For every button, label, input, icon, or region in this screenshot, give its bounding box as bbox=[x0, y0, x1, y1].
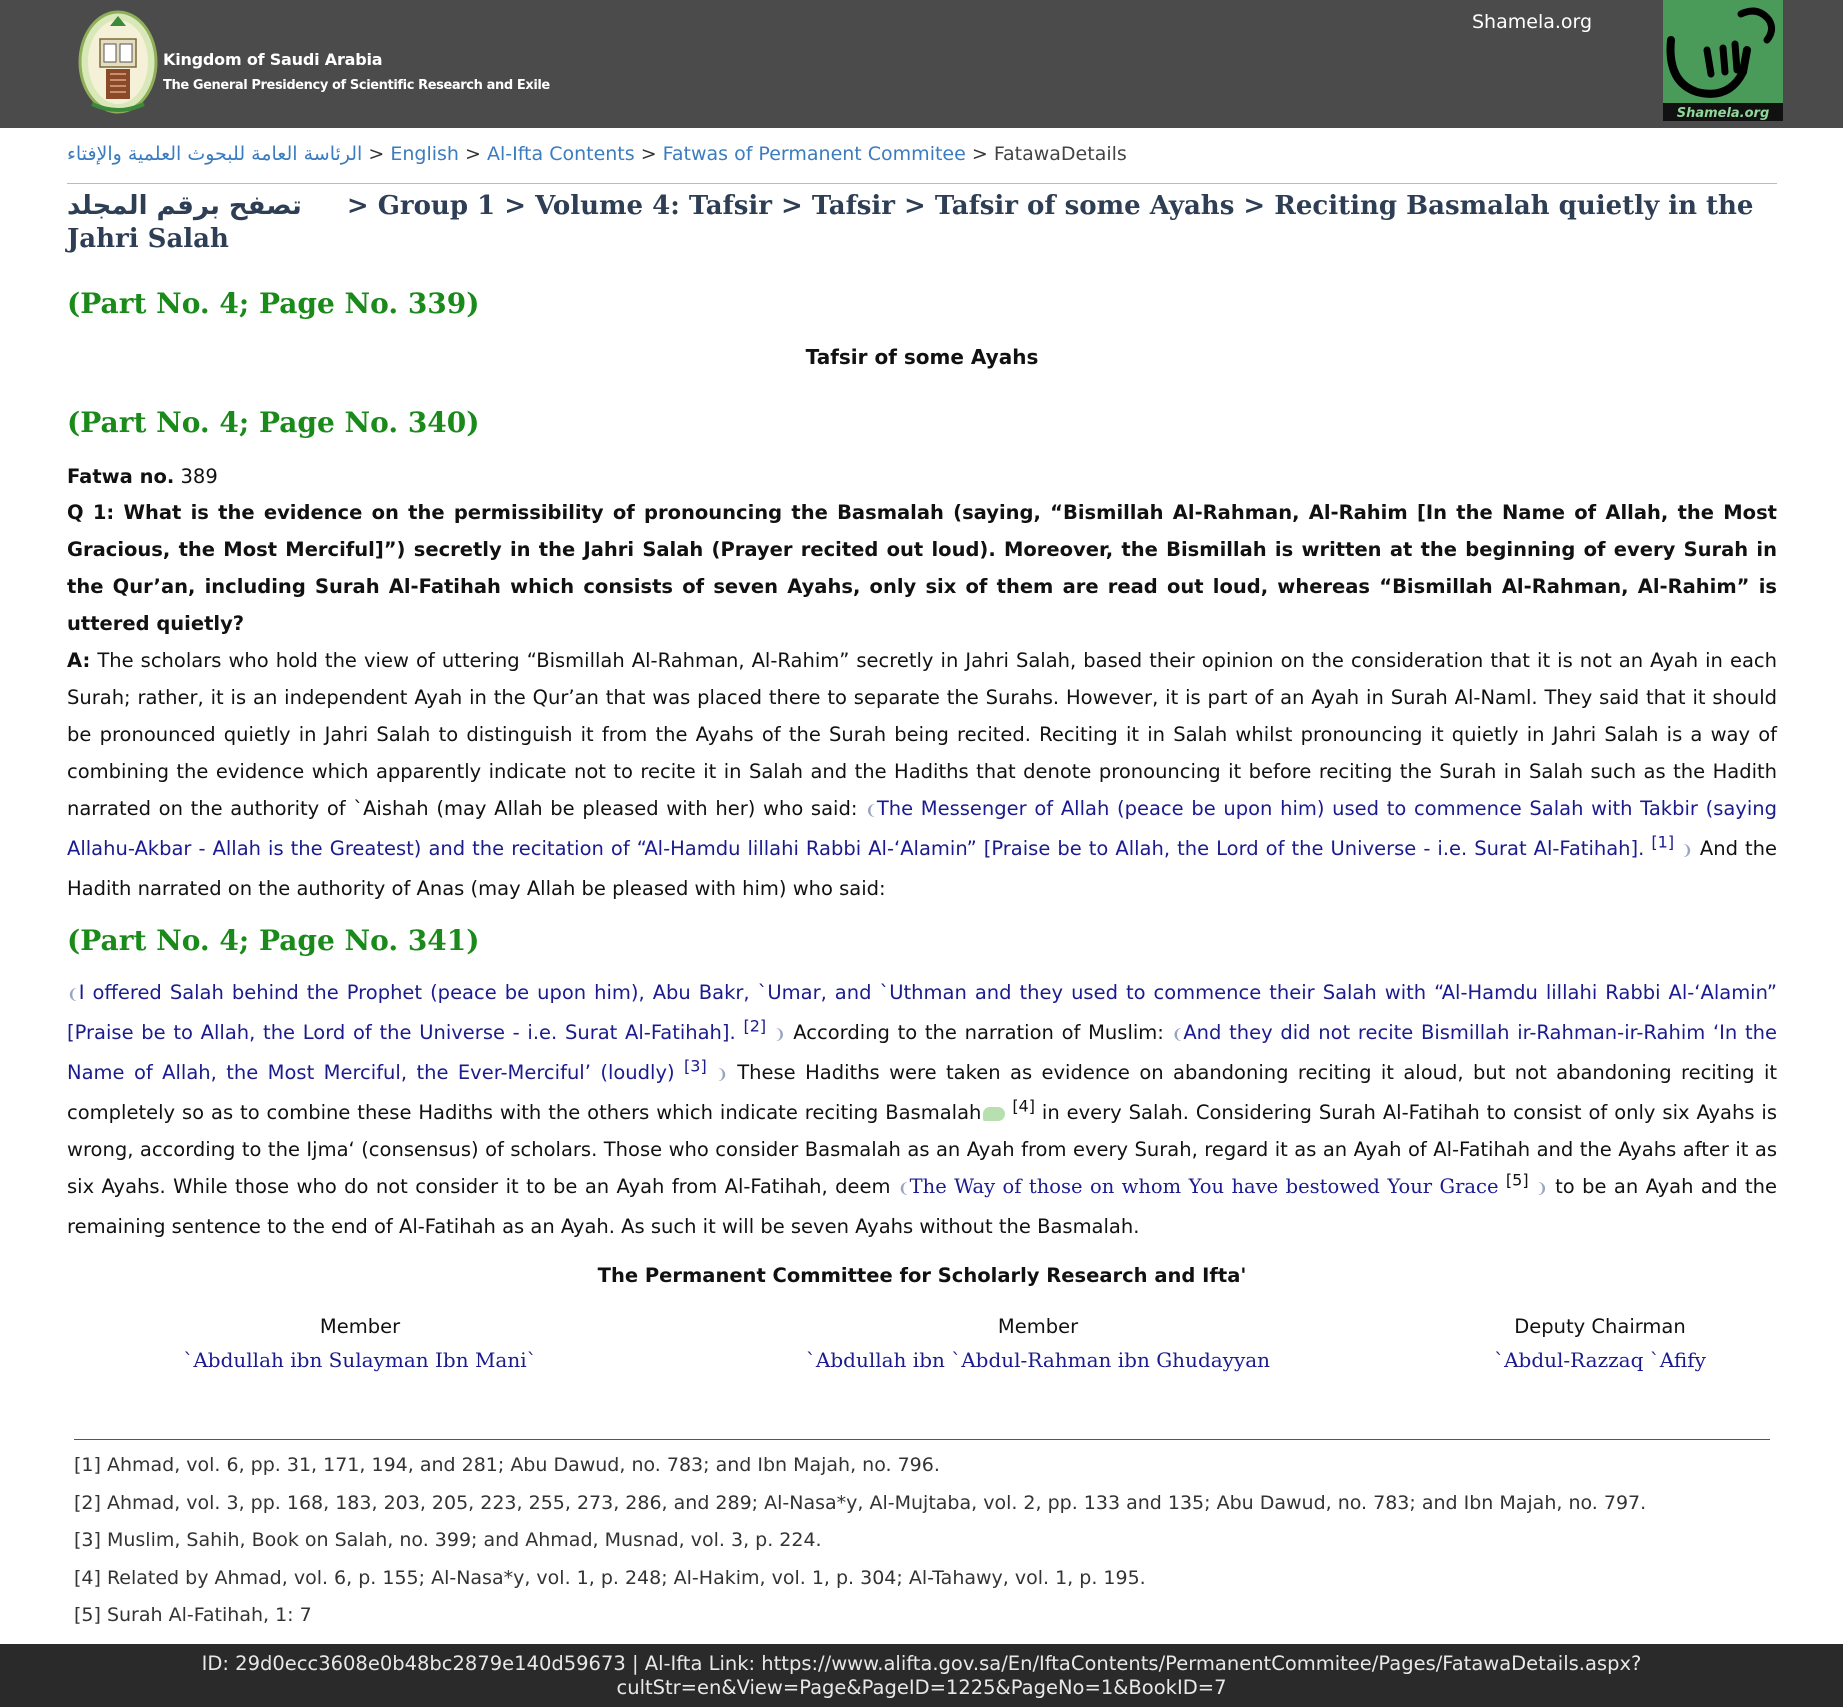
footnotes-divider bbox=[74, 1439, 1770, 1440]
path-separator: > bbox=[1243, 191, 1266, 221]
fatwa-label: Fatwa no. bbox=[67, 465, 175, 488]
footnote-ref-5[interactable]: [5] bbox=[1505, 1170, 1529, 1190]
shamela-logo[interactable] bbox=[1663, 0, 1783, 121]
quran-close-bracket-icon: ❩ bbox=[1536, 1181, 1548, 1197]
breadcrumb-item-english[interactable]: English bbox=[390, 143, 459, 165]
path-volume[interactable]: Volume 4: Tafsir bbox=[535, 191, 772, 221]
member-name-link[interactable]: `Abdul-Razzaq `Afify bbox=[1494, 1348, 1706, 1372]
member-signature-1 bbox=[60, 1315, 660, 1372]
answer-text-4: in every Salah. Considering Surah Al-Fatihah to consist of only six Ayahs is wrong, according to the Ijma‘ (consensus) of scholars. Those who consider Basmalah as an Ayah from every Surah, regard it as an Ayah of Al-Fatihah and the Ayahs after it as six Ayahs. While those who do not consider it to be an Ayah from Al-Fatihah, deem bbox=[67, 1101, 1777, 1198]
breadcrumb-separator: > bbox=[368, 143, 385, 165]
member-role: Deputy Chairman bbox=[1514, 1315, 1686, 1338]
answer-text-3: These Hadiths were taken as evidence on abandoning reciting it aloud, but not abandoning reciting it completely so as to combine these Hadiths with the others which indicate reciting Basmalah bbox=[67, 1061, 1778, 1124]
footnote-ref-2[interactable]: [2] bbox=[743, 1016, 767, 1036]
answer-label: A: bbox=[67, 649, 91, 672]
hadith-open-bracket-icon: ❨ bbox=[67, 987, 79, 1003]
footnote-5: [5] Surah Al-Fatihah, 1: 7 bbox=[74, 1604, 312, 1626]
path-separator: > bbox=[346, 191, 369, 221]
muslim-narration-text: According to the narration of Muslim: bbox=[785, 1021, 1172, 1044]
footnote-2: [2] Ahmad, vol. 3, pp. 168, 183, 203, 205, 223, 255, 273, 286, and 289; Al-Nasa*y, Al-Mujtaba, vol. 2, pp. 133 and 135; Abu Dawud, no. 783; and Ibn Majah, no. 797. bbox=[74, 1491, 1647, 1514]
hadith-open-bracket-icon: ❨ bbox=[1171, 1027, 1184, 1043]
breadcrumb bbox=[67, 143, 1777, 165]
answer-text-5: to be an Ayah and the remaining sentence to the end of Al-Fatihah as an Ayah. As such it will be seven Ayahs without the Basmalah. bbox=[67, 1175, 1777, 1238]
fatwa-number: 389 bbox=[180, 465, 218, 488]
member-name-link[interactable]: `Abdullah ibn `Abdul-Rahman ibn Ghudayyan bbox=[805, 1348, 1271, 1372]
footnote-ref-3[interactable]: [3] bbox=[684, 1056, 707, 1076]
hadith-aishah: The Messenger of Allah (peace be upon him) used to commence Salah with Takbir (saying Allahu-Akbar - Allah is the Greatest) and the recitation of “Al-Hamdu lillahi Rabbi Al-‘Alamin” [Praise be to Allah, the Lord of the Universe - i.e. Surat Al-Fatihah]. bbox=[67, 797, 1777, 860]
hadith-close-bracket-icon: ❩ bbox=[1681, 843, 1693, 859]
member-role: Member bbox=[997, 1315, 1079, 1338]
path-tafsir[interactable]: Tafsir bbox=[811, 191, 895, 221]
section-title: Tafsir of some Ayahs bbox=[805, 345, 1039, 369]
path-current: Reciting Basmalah quietly in the Jahri Salah bbox=[67, 191, 1754, 254]
committee-name: The Permanent Committee for Scholarly Research and Ifta' bbox=[597, 1264, 1247, 1287]
footnote-3: [3] Muslim, Sahih, Book on Salah, no. 399; and Ahmad, Musnad, vol. 3, p. 224. bbox=[74, 1529, 822, 1551]
shamela-link[interactable]: Shamela.org bbox=[1472, 11, 1593, 33]
footnote-ref-4[interactable]: [4] bbox=[1012, 1096, 1035, 1116]
hadith-muslim: And they did not recite Bismillah ir-Rahman-ir-Rahim ‘In the Name of Allah, the Most Merciful, the Ever-Merciful’ (loudly) bbox=[67, 1021, 1777, 1084]
path-tafsir-ayahs[interactable]: Tafsir of some Ayahs bbox=[934, 191, 1235, 221]
footnotes bbox=[74, 1447, 1774, 1635]
shamela-logo-text: Shamela.org bbox=[1676, 106, 1770, 121]
answer-text-2: And the Hadith narrated on the authority of Anas (may Allah be pleased with him) who said: bbox=[67, 837, 1777, 900]
hadith-close-bracket-icon: ❩ bbox=[773, 1027, 786, 1043]
volume-path bbox=[67, 190, 1777, 256]
site-header bbox=[0, 0, 1843, 128]
path-group[interactable]: Group 1 bbox=[377, 191, 496, 221]
breadcrumb-item-arabic[interactable]: الرئاسة العامة للبحوث العلمية والإفتاء bbox=[67, 143, 363, 165]
footer-id-link-line2: cultStr=en&View=Page&PageID=1225&PageNo=1&BookID=7 bbox=[616, 1676, 1227, 1699]
hadith-close-bracket-icon: ❩ bbox=[716, 1067, 728, 1083]
footer-id-link-line1: ID: 29d0ecc3608e0b48bc2879e140d59673 | Al-Ifta Link: https://www.alifta.gov.sa/En/IftaContents/PermanentCommitee/Pages/FatawaDetails.aspx? bbox=[201, 1652, 1642, 1675]
page-marker-340: (Part No. 4; Page No. 340) bbox=[67, 406, 480, 439]
path-separator: > bbox=[904, 191, 926, 221]
path-separator: > bbox=[781, 191, 803, 221]
breadcrumb-separator: > bbox=[640, 143, 657, 165]
page-footer bbox=[0, 1644, 1843, 1707]
breadcrumb-item-ifta-contents[interactable]: Al-Ifta Contents bbox=[486, 143, 635, 165]
browse-by-volume-link[interactable]: تصفح برقم المجلد bbox=[67, 191, 302, 221]
saudi-presidency-logo[interactable] bbox=[78, 4, 158, 114]
breadcrumb-separator: > bbox=[465, 143, 481, 165]
answer-text-1: The scholars who hold the view of uttering “Bismillah Al-Rahman, Al-Rahim” secretly in Jahri Salah, based their opinion on the consideration that it is not an Ayah in each Surah; rather, it is an independent Ayah in the Qur’an that was placed there to separate the Surahs. However, it is part of an Ayah in Surah Al-Naml. They said that it should be pronounced quietly in Jahri Salah to distinguish it from the Ayahs of the Surah being recited. Reciting it in Salah whilst pronouncing it quietly in Jahri Salah is a way of combining the evidence which apparently indicate not to recite it in Salah and the Hadiths that denote pronouncing it before reciting the Surah in Salah such as the Hadith narrated on the authority of `Aishah (may Allah be pleased with her) who said: bbox=[67, 649, 1777, 820]
footnote-ref-1[interactable]: [1] bbox=[1651, 832, 1675, 852]
fatwa-number-line bbox=[67, 458, 1777, 495]
path-separator: > bbox=[504, 191, 527, 221]
fatwa-answer-part2 bbox=[67, 974, 1777, 1245]
member-signature-2 bbox=[738, 1315, 1338, 1372]
breadcrumb-current: FatawaDetails bbox=[993, 143, 1127, 165]
member-name-link[interactable]: `Abdullah ibn Sulayman Ibn Mani` bbox=[183, 1348, 537, 1372]
quran-open-bracket-icon: ❨ bbox=[897, 1181, 910, 1197]
hadith-anas: I offered Salah behind the Prophet (peace be upon him), Abu Bakr, `Umar, and `Uthman and they used to commence their Salah with “Al-Hamdu lillahi Rabbi Al-‘Alamin” [Praise be to Allah, the Lord of the Universe - i.e. Surat Al-Fatihah]. bbox=[67, 981, 1777, 1044]
breadcrumb-divider bbox=[67, 183, 1777, 184]
breadcrumb-separator: > bbox=[971, 143, 988, 165]
footnote-1: [1] Ahmad, vol. 6, pp. 31, 171, 194, and 281; Abu Dawud, no. 783; and Ibn Majah, no. 796. bbox=[74, 1454, 940, 1476]
fatwa-question: Q 1: What is the evidence on the permissibility of pronouncing the Basmalah (saying, “Bismillah Al-Rahman, Al-Rahim [In the Name of Allah, the Most Gracious, the Most Merciful]”) secretly in the Jahri Salah (Prayer recited out loud). Moreover, the Bismillah is written at the beginning of every Surah in the Qur’an, including Surah Al-Fatihah which consists of seven Ayahs, only six of them are read out loud, whereas “Bismillah Al-Rahman, Al-Rahim” is uttered quietly? bbox=[67, 501, 1777, 635]
deputy-chairman-signature bbox=[1300, 1315, 1843, 1372]
member-role: Member bbox=[319, 1315, 401, 1338]
breadcrumb-item-fatwas[interactable]: Fatwas of Permanent Commitee bbox=[662, 143, 966, 165]
footnote-4: [4] Related by Ahmad, vol. 6, p. 155; Al-Nasa*y, vol. 1, p. 248; Al-Hakim, vol. 1, p. 304; Al-Tahawy, vol. 1, p. 195. bbox=[74, 1566, 1146, 1589]
kingdom-title: Kingdom of Saudi Arabia bbox=[163, 50, 383, 69]
fatwa-answer-part1 bbox=[67, 642, 1777, 907]
page-marker-341: (Part No. 4; Page No. 341) bbox=[67, 924, 480, 957]
comment-note-icon[interactable] bbox=[983, 1107, 1005, 1121]
page-marker-339: (Part No. 4; Page No. 339) bbox=[67, 287, 480, 320]
hadith-open-bracket-icon: ❨ bbox=[865, 803, 877, 819]
kingdom-subtitle: The General Presidency of Scientific Research and Exile bbox=[163, 78, 550, 93]
quran-verse: The Way of those on whom You have bestowed Your Grace bbox=[909, 1175, 1499, 1198]
